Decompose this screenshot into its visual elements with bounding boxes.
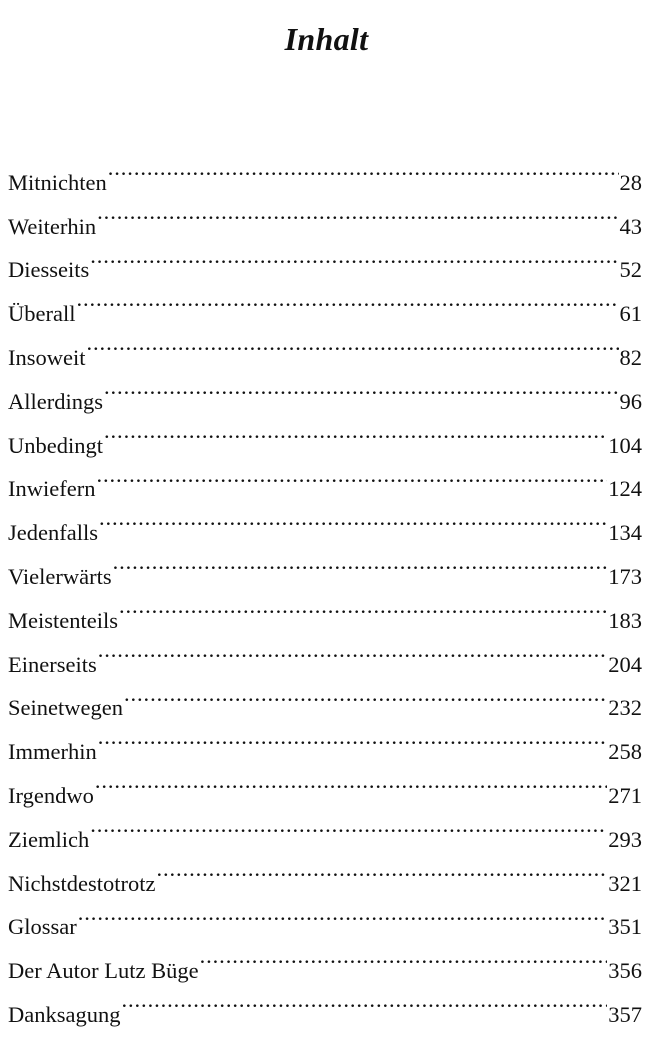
toc-entry-page: 258	[608, 739, 642, 765]
toc-entry-page: 61	[619, 301, 642, 327]
toc-entry-diesseits[interactable]	[8, 234, 642, 283]
toc-entry-label: Glossar	[8, 914, 77, 940]
toc-entry-label: Weiterhin	[8, 213, 97, 239]
toc-entry-label: Immerhin	[8, 739, 97, 765]
toc-entry-page: 351	[608, 914, 642, 940]
toc-entry-label: Ziemlich	[8, 826, 90, 852]
toc-entry-label: Nichstdestotrotz	[8, 870, 156, 896]
dot-leader	[200, 934, 608, 978]
dot-leader	[78, 891, 608, 935]
toc-entry-label: Allerdings	[8, 388, 103, 414]
toc-entry-page: 104	[608, 432, 642, 458]
toc-entry-page: 183	[608, 607, 642, 633]
toc-entry-inwiefern[interactable]	[8, 453, 642, 502]
table-of-contents	[8, 146, 642, 1027]
dot-leader	[95, 759, 607, 803]
toc-entry-page: 321	[608, 870, 642, 896]
toc-entry-label: Einerseits	[8, 651, 97, 677]
dot-leader	[97, 190, 618, 234]
toc-entry-page: 271	[608, 782, 642, 808]
toc-entry-page: 232	[608, 695, 642, 721]
toc-entry-page: 52	[619, 257, 642, 283]
toc-entry-ziemlich[interactable]	[8, 803, 642, 852]
dot-leader	[108, 146, 619, 190]
toc-entry-page: 357	[608, 1001, 642, 1027]
toc-entry-ueberall[interactable]	[8, 277, 642, 327]
toc-entry-einerseits[interactable]	[8, 628, 642, 677]
toc-entry-insoweit[interactable]	[8, 321, 642, 370]
dot-leader	[98, 628, 608, 672]
toc-entry-page: 43	[619, 213, 642, 239]
toc-entry-weiterhin[interactable]	[8, 190, 642, 239]
toc-entry-label: Unbedingt	[8, 432, 103, 458]
toc-entry-seinetwegen[interactable]	[8, 672, 642, 721]
toc-entry-page: 134	[608, 520, 642, 546]
toc-entry-mitnichten[interactable]	[8, 146, 642, 195]
toc-entry-label: Vielerwärts	[8, 563, 112, 589]
toc-entry-label: Diesseits	[8, 257, 90, 283]
toc-entry-page: 96	[619, 388, 642, 414]
toc-entry-page: 28	[619, 169, 642, 195]
toc-entry-jedenfalls[interactable]	[8, 496, 642, 546]
dot-leader	[99, 496, 607, 540]
toc-entry-page: 173	[608, 563, 642, 589]
dot-leader	[96, 453, 607, 497]
toc-entry-irgendwo[interactable]	[8, 759, 642, 808]
dot-leader	[98, 715, 608, 759]
dot-leader	[76, 277, 618, 321]
toc-entry-page: 293	[608, 826, 642, 852]
toc-entry-label: Jedenfalls	[8, 520, 98, 546]
dot-leader	[121, 978, 607, 1022]
toc-entry-unbedingt[interactable]	[8, 409, 642, 458]
page-title: Inhalt	[284, 21, 369, 58]
toc-entry-label: Mitnichten	[8, 169, 107, 195]
toc-entry-label: Inwiefern	[8, 476, 96, 502]
toc-entry-label: Insoweit	[8, 344, 86, 370]
toc-entry-label: Seinetwegen	[8, 695, 123, 721]
dot-leader	[90, 234, 618, 278]
toc-entry-immerhin[interactable]	[8, 715, 642, 765]
toc-entry-page: 82	[619, 344, 642, 370]
toc-entry-allerdings[interactable]	[8, 365, 642, 414]
dot-leader	[124, 672, 607, 716]
toc-entry-page: 356	[608, 958, 642, 984]
toc-entry-page: 124	[608, 476, 642, 502]
toc-entry-vielerwaerts[interactable]	[8, 540, 642, 589]
toc-entry-label: Meistenteils	[8, 607, 118, 633]
toc-entry-der-autor[interactable]	[8, 934, 642, 984]
dot-leader	[113, 540, 608, 584]
dot-leader	[87, 321, 619, 365]
dot-leader	[90, 803, 607, 847]
toc-entry-glossar[interactable]	[8, 891, 642, 940]
toc-entry-label: Der Autor Lutz Büge	[8, 958, 199, 984]
toc-entry-label: Irgendwo	[8, 782, 94, 808]
dot-leader	[104, 409, 607, 453]
toc-entry-nichstdestotrotz[interactable]	[8, 847, 642, 896]
dot-leader	[156, 847, 607, 891]
dot-leader	[119, 584, 607, 628]
toc-entry-page: 204	[608, 651, 642, 677]
toc-entry-label: Danksagung	[8, 1001, 121, 1027]
dot-leader	[104, 365, 619, 409]
toc-entry-label: Überall	[8, 301, 76, 327]
